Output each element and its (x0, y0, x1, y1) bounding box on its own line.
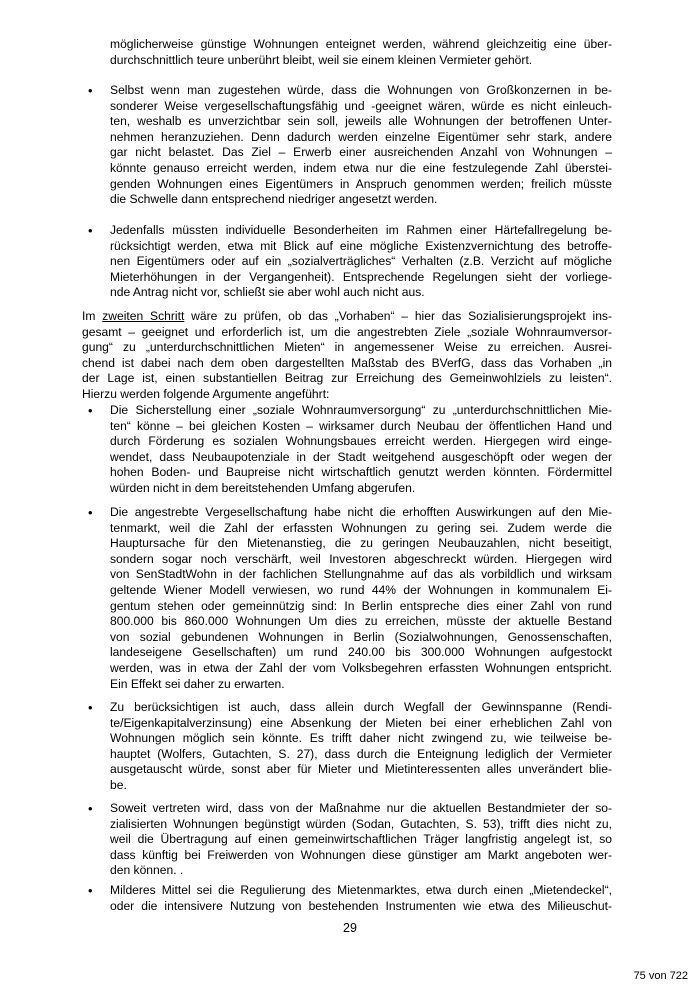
text-line: Hauptursache für den Mietenanstieg, die zu geringen Neubauzahlen, nicht beseitigt, (110, 536, 612, 551)
text-line: Hierzu werden folgende Argumente angeführt: (82, 386, 330, 401)
text-line: Soweit vertreten wird, dass von der Maßnahme nur die aktuellen Bestandmieter der so- (110, 801, 612, 815)
text-line: der Lage ist, einen substantiellen Beitrag zur Erreichung des Gemeinwohlziels zu leisten“. (82, 371, 612, 386)
text-line: ausgetauscht würde, sonst aber für Mieter und Mietinteressenten alles unverändert blie- (110, 762, 612, 777)
text-line: Zu berücksichtigen ist auch, dass allein durch Wegfall der Gewinnspanne (Rendi- (110, 700, 612, 714)
text-line: gung“ zu „unterdurchschnittlichen Mieten“ in angemessener Weise zu erreichen. Ausrei- (82, 340, 612, 355)
text-line: 800.000 bis 860.000 Wohnungen Um dies zu erreichen, müsste der aktuelle Bestand (110, 614, 612, 629)
bullet-marker: • (88, 883, 93, 898)
text-line: dass künftig bei Freiwerden von Wohnungen diese günstiger am Markt angeboten wer- (110, 847, 612, 862)
text-line: gentum stehen oder gemeinnützig sind: In Berlin entspreche dies einer Zahl von rund (110, 598, 612, 613)
text-line: Selbst wenn man zugestehen würde, dass die Wohnungen von Großkonzernen in be- (110, 83, 612, 97)
text-line: ten, weshalb es unverzichtbar sein soll, jeweils alle Wohnungen der betroffenen Unter- (110, 114, 612, 129)
text-line: tenmarkt, weil die Zahl der erfassten Wohnungen zu gering sei. Zudem werde die (110, 520, 612, 535)
text-line: nde Antrag nicht vor, schließt sie aber wohl auch nicht aus. (110, 285, 425, 300)
middle-paragraph (82, 309, 612, 403)
text-line: von sozial gebundenen Wohnungen in Berlin (Sozialwohnungen, Genossenschaften, (110, 629, 612, 644)
bullet-item (110, 83, 612, 208)
text-line: Wohnungen möglich sein könnte. Es trifft daher nicht zwingend zu, wie teilweise be- (110, 731, 612, 746)
text-line: würden nicht in dem bereitstehenden Umfang abgerufen. (110, 480, 416, 495)
text-line: werden, was in etwa der Zahl der vom Volksbegehren erfassten Wohnungen entspricht. (110, 660, 612, 675)
text-line: oder die intensivere Nutzung von bestehenden Instrumenten wie etwa des Milieuschut- (110, 898, 612, 913)
text-line: gesamt – geeignet und erforderlich ist, um die angestrebten Ziele „soziale Wohnraumversor- (82, 324, 612, 339)
text-line: rücksichtigt werden, etwa mit Blick auf eine mögliche Existenzvernichtung des betroffe- (110, 238, 612, 253)
text-line: gar nicht belastet. Das Ziel – Erwerb einer ausreichenden Anzahl von Wohnungen – (110, 145, 612, 160)
bullet-marker: • (88, 83, 93, 98)
continuation-paragraph (110, 37, 612, 68)
text-line: Ein Effekt sei daher zu erwarten. (110, 676, 285, 691)
text-fragment: wäre zu prüfen, ob das „Vorhaben“ – hier das Sozialisierungsprojekt ins- (184, 309, 612, 323)
text-line: Die angestrebte Vergesellschaftung habe nicht die erhofften Auswirkungen auf den Mie- (110, 505, 612, 519)
text-line: nehmen heranzuziehen. Denn dadurch werden einzelne Eigentümer sehr stark, andere (110, 129, 612, 144)
text-line: Die Sicherstellung einer „soziale Wohnraumversorgung“ zu „unterdurchschnittlichen Mie- (110, 403, 612, 417)
text-line (82, 309, 612, 325)
text-line: Mieterhöhungen in der Vergangenheit). Entsprechende Regelungen sieht der vorliege- (110, 269, 612, 284)
text-line: weil die Übertragung auf einen gemeinwirtschaftlichen Träger langfristig angelegt ist, so (110, 832, 612, 847)
text-line: zialisierten Wohnungen begünstigt würden (Sodan, Gutachten, S. 53), trifft dies nicht zu, (110, 816, 612, 831)
text-line: könnte genauso erreicht werden, indem etwa nur die eine festzulegende Zahl überstei- (110, 160, 612, 175)
page-number: 29 (343, 921, 357, 935)
bullet-marker: • (88, 403, 93, 418)
text-line: genden Wohnungen eines Eigentümers in Anspruch genommen werden; freilich müsste (110, 176, 612, 191)
bullet-item (110, 223, 612, 301)
text-line: möglicherweise günstige Wohnungen enteignet werden, während gleichzeitig eine über- (110, 37, 612, 51)
text-line: ten“ könne – bei gleichen Kosten – wirksamer durch Neubau der öffentlichen Hand und (110, 418, 612, 433)
text-line: te/Eigenkapitalverzinsung) eine Absenkung der Mieten bei einer erheblichen Zahl von (110, 715, 612, 730)
text-line: die Schwelle dann entsprechend niedriger angesetzt werden. (110, 192, 438, 207)
text-line: geltende Wiener Modell verwiesen, wo rund 44% der Wohnungen in kommunalem Ei- (110, 582, 612, 597)
bullet-item (110, 801, 612, 879)
text-line: hauptet (Wolfers, Gutachten, S. 27), dass durch die Enteignung lediglich der Vermieter (110, 746, 612, 761)
text-line: Milderes Mittel sei die Regulierung des Mietenmarktes, etwa durch einen „Mietendeckel“, (110, 883, 612, 897)
text-line: sondern sogar noch verschärft, weil Investoren abgeschreckt würden. Hiergegen wird (110, 551, 612, 566)
bullet-item (110, 700, 612, 794)
underlined-phrase: zweiten Schritt (102, 309, 185, 323)
bullet-item (110, 505, 612, 692)
text-line: von SenStadtWohn in der fachlichen Stellungnahme auf das als vorbildlich und wirksam (110, 567, 612, 582)
text-line: hohen Boden- und Baupreise nicht wirtschaftlich genutzt werden könnten. Fördermittel (110, 465, 612, 480)
text-line: sonderer Weise vergesellschaftungsfähig und -geeignet wären, würde es nicht einleuch- (110, 98, 612, 113)
text-line: wendet, dass Neubaupotenziale in der Stadt weitgehend ausgeschöpft oder wegen der (110, 449, 612, 464)
bullet-marker: • (88, 505, 93, 520)
text-line: Jedenfalls müssten individuelle Besonderheiten im Rahmen einer Härtefallregelung be- (110, 223, 612, 237)
text-line: den können. . (110, 863, 184, 878)
text-line: landeseigene Gesellschaften) um rund 240.00 bis 300.000 Wohnungen aufgestockt (110, 645, 612, 660)
text-line: chend ist dabei nach dem oben dargestellten Maßstab des BVerfG, dass das Vorhaben „in (82, 355, 612, 370)
bullet-marker: • (88, 801, 93, 816)
text-line: durchschnittlich teure unberührt bleibt, weil sie einem kleinen Vermieter gehört. (110, 52, 533, 67)
text-line: durch Förderung es sozialen Wohnungsbaues erreicht werden. Hiergegen wird einge- (110, 434, 612, 449)
bullet-marker: • (88, 223, 93, 238)
bullet-item (110, 883, 612, 914)
text-line: be. (110, 777, 127, 792)
page-count: 75 von 722 (633, 970, 688, 982)
bullet-item (110, 403, 612, 497)
text-line: nen Eigentümers oder auf ein „sozialverträgliches“ Verhalten (z.B. Verzicht auf mögliche (110, 254, 612, 269)
text-fragment: Im (82, 309, 103, 323)
bullet-marker: • (88, 700, 93, 715)
